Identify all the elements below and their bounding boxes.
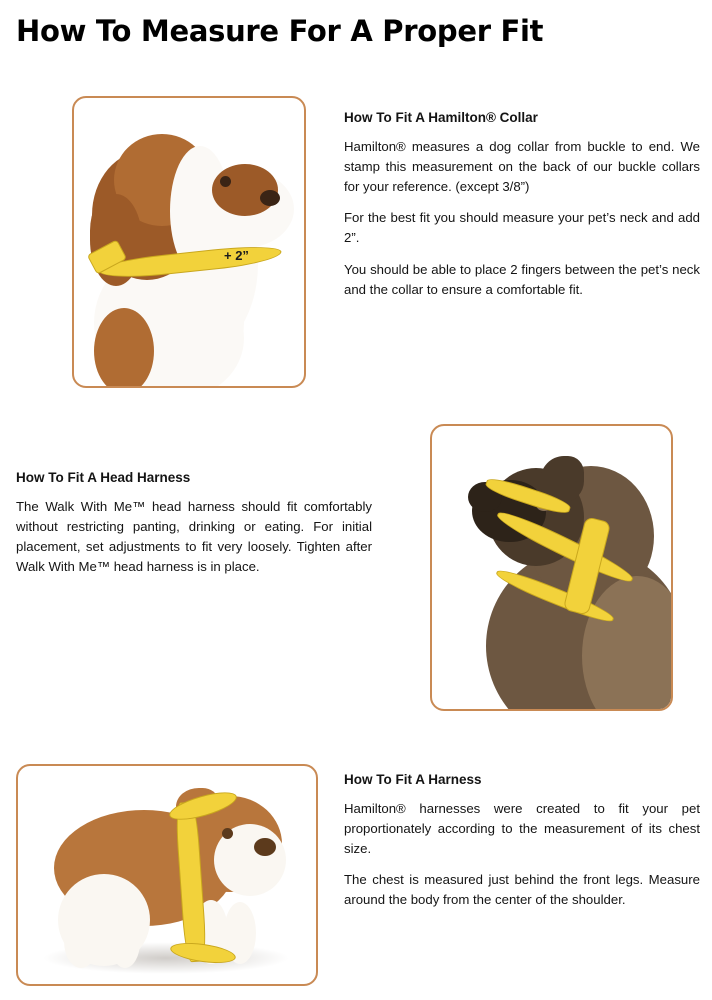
head-harness-paragraph-1: The Walk With Me™ head harness should fit comfortably without restricting panting, drinking or eating. For initial placement, set adjustments to fit very loosely. Tighten after Walk With Me™ head harness is in place.	[16, 499, 372, 575]
collar-paragraph-1: Hamilton® measures a dog collar from buckle to end. We stamp this measurement on the back of our buckle collars for your reference. (except 3/8”)	[344, 139, 700, 195]
head-harness-text-block	[16, 470, 372, 577]
harness-paragraph-1: Hamilton® harnesses were created to fit your pet proportionately according to the measurement of its chest size.	[344, 801, 700, 857]
collar-paragraph-3: You should be able to place 2 fingers between the pet’s neck and the collar to ensure a comfortable fit.	[344, 261, 700, 297]
collar-photo-frame	[72, 96, 306, 388]
harness-photo	[18, 766, 316, 984]
head-harness-photo	[432, 426, 671, 709]
collar-text-block	[344, 110, 700, 300]
harness-paragraph-2: The chest is measured just behind the front legs. Measure around the body from the center of the shoulder.	[344, 872, 700, 908]
harness-heading: How To Fit A Harness	[344, 772, 482, 787]
head-harness-photo-frame	[430, 424, 673, 711]
collar-tape-label: + 2”	[224, 248, 249, 263]
page-title: How To Measure For A Proper Fit	[16, 14, 544, 48]
collar-photo	[74, 98, 304, 386]
harness-text-block	[344, 772, 700, 911]
head-harness-heading: How To Fit A Head Harness	[16, 470, 191, 485]
collar-heading: How To Fit A Hamilton® Collar	[344, 110, 538, 125]
harness-photo-frame	[16, 764, 318, 986]
collar-paragraph-2: For the best fit you should measure your pet’s neck and add 2”.	[344, 210, 700, 246]
